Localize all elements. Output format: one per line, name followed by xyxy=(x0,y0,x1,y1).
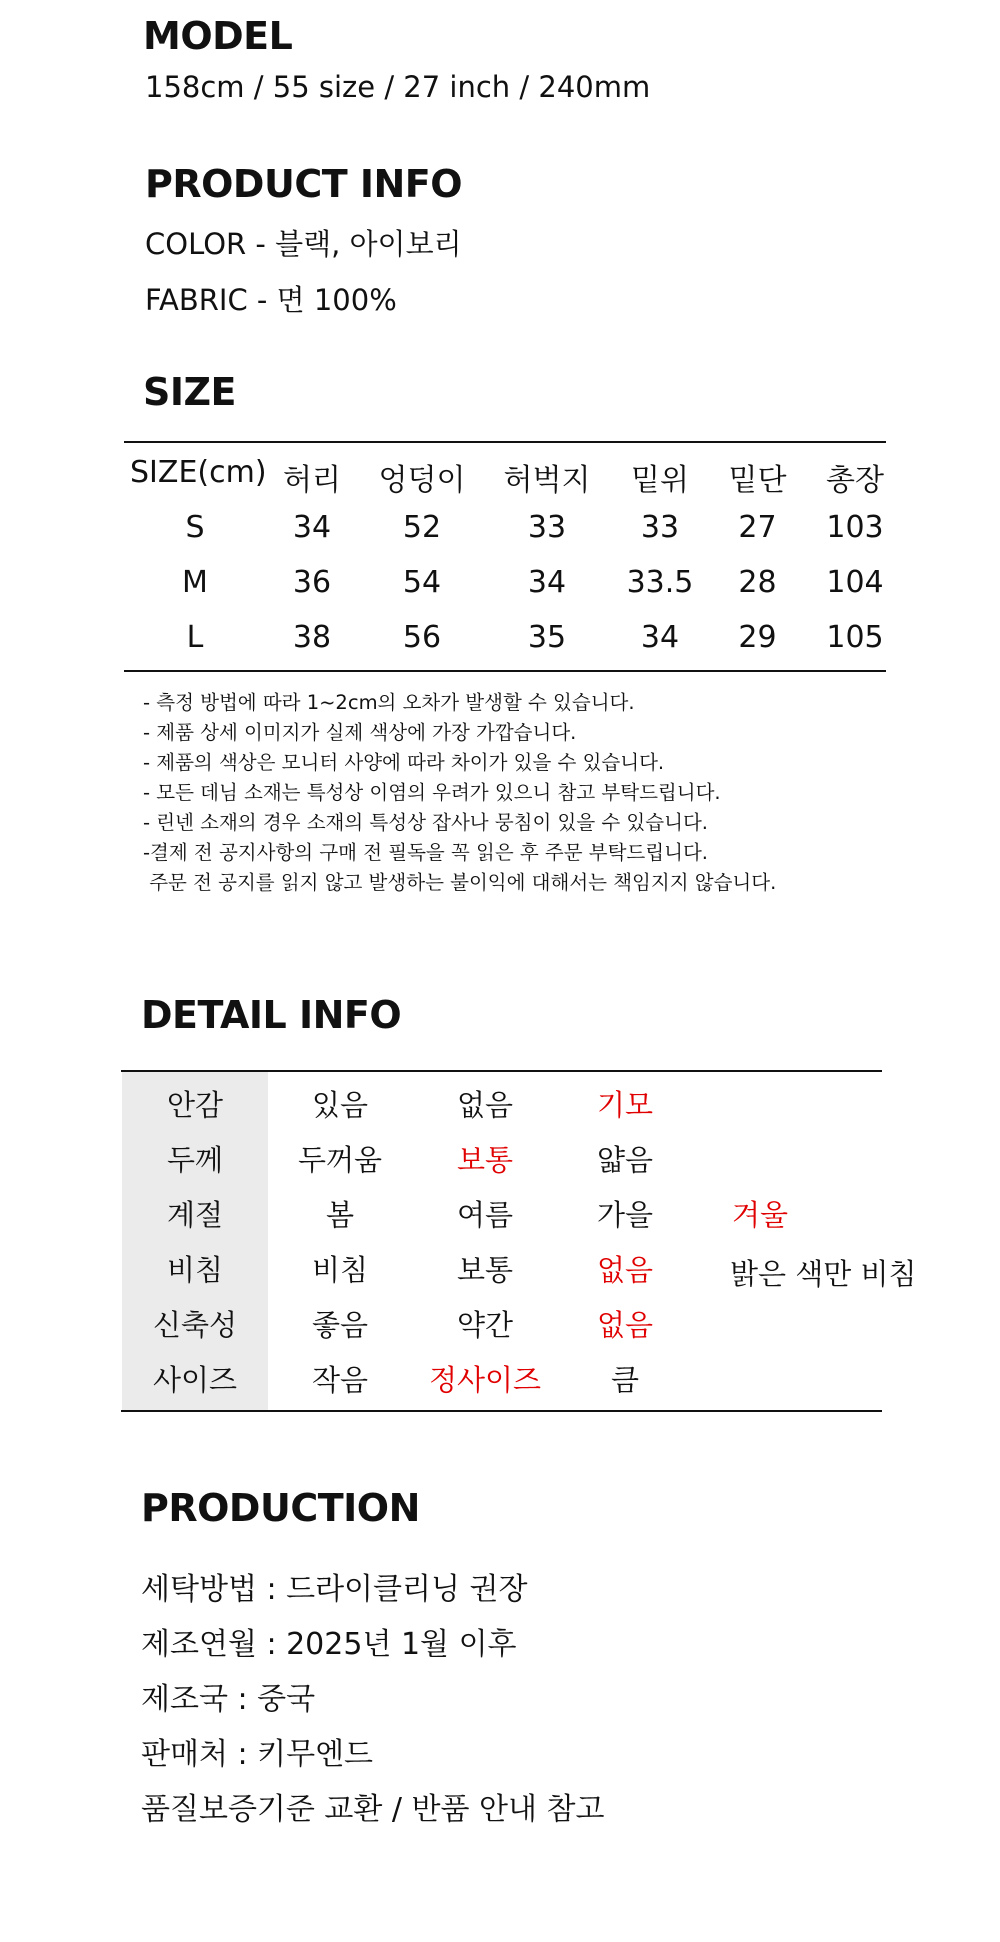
size-cell: 103 xyxy=(826,510,884,545)
detail-option: 정사이즈 xyxy=(428,1363,542,1397)
detail-option: 좋음 xyxy=(311,1308,369,1342)
detail-row-label: 신축성 xyxy=(152,1308,238,1342)
size-cell: 33 xyxy=(640,510,680,545)
size-table-bottom-rule xyxy=(124,670,886,672)
size-cell: S xyxy=(185,510,205,545)
detail-row-label: 두께 xyxy=(166,1143,224,1177)
size-cell: 54 xyxy=(402,565,442,600)
size-header-cell: 허벅지 xyxy=(503,463,591,498)
detail-option: 큼 xyxy=(610,1363,639,1397)
detail-table-bottom-rule xyxy=(121,1410,882,1412)
size-header-cell: SIZE(cm) xyxy=(130,455,267,490)
size-cell: 28 xyxy=(738,565,777,600)
size-note: - 측정 방법에 따라 1~2cm의 오차가 발생할 수 있습니다. xyxy=(143,691,635,714)
production-line: 판매처 : 키무엔드 xyxy=(141,1737,374,1772)
production-line: 제조국 : 중국 xyxy=(141,1682,316,1717)
detail-option: 없음 xyxy=(596,1308,654,1342)
size-note: - 제품 상세 이미지가 실제 색상에 가장 가깝습니다. xyxy=(143,721,577,744)
detail-row-label: 계절 xyxy=(166,1198,224,1232)
size-note: - 린넨 소재의 경우 소재의 특성상 잡사나 뭉침이 있을 수 있습니다. xyxy=(143,811,708,834)
detail-option: 여름 xyxy=(456,1198,514,1232)
size-cell: 105 xyxy=(826,620,884,655)
size-header-cell: 엉덩이 xyxy=(378,463,466,498)
detail-option: 두꺼움 xyxy=(297,1143,383,1177)
detail-option: 비침 xyxy=(311,1253,369,1287)
detail-option: 봄 xyxy=(325,1198,354,1232)
size-cell: 34 xyxy=(292,510,332,545)
detail-option: 보통 xyxy=(456,1143,514,1177)
size-note: - 제품의 색상은 모니터 사양에 따라 차이가 있을 수 있습니다. xyxy=(143,751,665,774)
size-cell: 104 xyxy=(826,565,884,600)
size-cell: 56 xyxy=(402,620,442,655)
detail-option: 작음 xyxy=(311,1363,369,1397)
model-line: 158cm / 55 size / 27 inch / 240mm xyxy=(145,70,651,104)
production-line: 세탁방법 : 드라이클리닝 권장 xyxy=(141,1572,528,1607)
size-header-cell: 총장 xyxy=(826,463,884,498)
size-cell: 52 xyxy=(402,510,442,545)
detail-info-title: DETAIL INFO xyxy=(141,993,402,1037)
size-cell: 35 xyxy=(527,620,567,655)
detail-option: 기모 xyxy=(596,1088,654,1122)
size-cell: 33.5 xyxy=(626,565,694,600)
detail-option: 겨울 xyxy=(731,1198,789,1232)
size-cell: 33 xyxy=(527,510,567,545)
size-note: 주문 전 공지를 읽지 않고 발생하는 불이익에 대해서는 책임지지 않습니다. xyxy=(143,871,777,894)
size-note: -결제 전 공지사항의 구매 전 필독을 꼭 읽은 후 주문 부탁드립니다. xyxy=(143,841,708,864)
size-header-cell: 허리 xyxy=(283,463,341,498)
size-header-cell: 밑위 xyxy=(631,463,689,498)
size-cell: 27 xyxy=(738,510,777,545)
size-table-top-rule xyxy=(124,441,886,443)
size-cell: 29 xyxy=(738,620,777,655)
detail-option: 약간 xyxy=(456,1308,514,1342)
size-cell: 34 xyxy=(640,620,680,655)
size-cell: L xyxy=(186,620,204,655)
production-line: 제조연월 : 2025년 1월 이후 xyxy=(141,1627,517,1662)
detail-row-label: 안감 xyxy=(166,1088,224,1122)
product-fabric: FABRIC - 면 100% xyxy=(145,283,397,317)
size-header-cell: 밑단 xyxy=(728,463,787,498)
production-title: PRODUCTION xyxy=(141,1486,420,1530)
detail-row-label: 사이즈 xyxy=(152,1363,238,1397)
detail-option: 밝은 색만 비침 xyxy=(730,1257,917,1291)
size-note: - 모든 데님 소재는 특성상 이염의 우려가 있으니 참고 부탁드립니다. xyxy=(143,781,721,804)
detail-option: 가을 xyxy=(596,1198,654,1232)
size-cell: 34 xyxy=(527,565,567,600)
detail-option: 보통 xyxy=(456,1253,514,1287)
detail-row-label: 비침 xyxy=(166,1253,224,1287)
detail-option: 없음 xyxy=(456,1088,514,1122)
size-title: SIZE xyxy=(143,370,237,414)
production-line: 품질보증기준 교환 / 반품 안내 참고 xyxy=(141,1792,605,1827)
model-title: MODEL xyxy=(143,14,293,58)
size-cell: 36 xyxy=(292,565,332,600)
detail-option: 있음 xyxy=(311,1088,369,1122)
product-info-title: PRODUCT INFO xyxy=(145,162,463,206)
detail-option: 얇음 xyxy=(596,1143,654,1177)
size-cell: 38 xyxy=(292,620,332,655)
detail-table-top-rule xyxy=(121,1070,882,1072)
product-color: COLOR - 블랙, 아이보리 xyxy=(145,227,462,261)
detail-option: 없음 xyxy=(596,1253,654,1287)
size-cell: M xyxy=(182,565,208,600)
